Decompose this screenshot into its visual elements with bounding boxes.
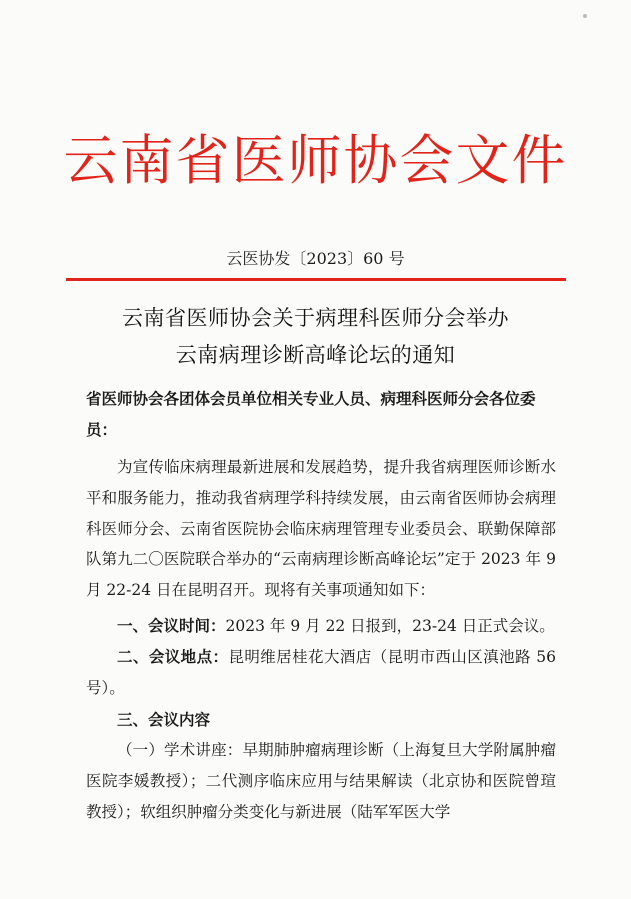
- document-number: 云医协发〔2023〕60 号: [226, 249, 405, 268]
- item-meeting-time-label: 一、会议时间：: [117, 616, 226, 635]
- masthead-title: 云南省医师协会文件: [63, 129, 568, 192]
- notice-title-line-1: 云南省医师协会关于病理科医师分会举办: [122, 306, 509, 330]
- item-meeting-time-text: 2023 年 9 月 22 日报到，23-24 日正式会议。: [225, 617, 555, 635]
- intro-paragraph: 为宣传临床病理最新进展和发展趋势，提升我省病理医师诊断水平和服务能力，推动我省病理学科持续发展，由云南省医师协会病理科医师分会、云南省医院协会临床病理管理专业委员会、联勤保障部队第九二〇医院联合举办的“云南病理诊断高峰论坛”定于 2023 年 9 月 22-24 日在昆明召开。现将有关事项通知如下：: [86, 458, 556, 600]
- item-meeting-venue-text: 昆明维居桂花大酒店（昆明市西山区滇池路 56 号）。: [86, 647, 556, 697]
- red-divider-line: [66, 278, 566, 281]
- scan-speck: [583, 14, 587, 18]
- item-meeting-venue: [86, 642, 556, 704]
- notice-title-line-2: 云南病理诊断高峰论坛的通知: [175, 343, 456, 367]
- subsection-lectures: （一）学术讲座：早期肺肿瘤病理诊断（上海复旦大学附属肿瘤医院李媛教授）；二代测序临床应用与结果解读（北京协和医院曾瑄教授）；软组织肿瘤分类变化与新进展（陆军军医大学: [86, 741, 556, 821]
- salutation: 省医师协会各团体会员单位相关专业人员、病理科医师分会各位委员：: [86, 389, 536, 439]
- item-meeting-time: [86, 611, 556, 642]
- section-heading-content: 三、会议内容: [117, 710, 211, 729]
- meeting-items: [86, 611, 556, 703]
- item-meeting-venue-label: 二、会议地点：: [117, 646, 229, 666]
